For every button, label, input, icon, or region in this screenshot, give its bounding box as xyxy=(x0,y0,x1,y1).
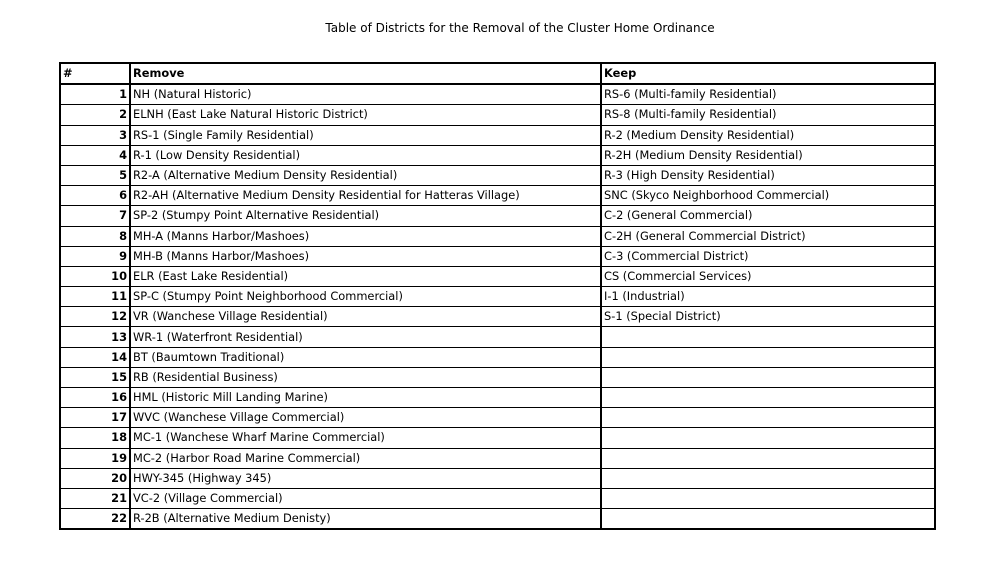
row-number: 6 xyxy=(60,186,130,206)
remove-district-cell: R2-A (Alternative Medium Density Residential) xyxy=(130,165,601,185)
row-number: 21 xyxy=(60,488,130,508)
remove-district-cell: HML (Historic Mill Landing Marine) xyxy=(130,388,601,408)
header-number: # xyxy=(60,63,130,84)
table-row xyxy=(60,388,935,408)
table-row xyxy=(60,105,935,125)
table-row xyxy=(60,165,935,185)
keep-district-cell xyxy=(601,468,935,488)
table-row xyxy=(60,206,935,226)
table-row xyxy=(60,186,935,206)
remove-district-cell: MC-2 (Harbor Road Marine Commercial) xyxy=(130,448,601,468)
remove-district-cell: SP-2 (Stumpy Point Alternative Residential) xyxy=(130,206,601,226)
row-number: 7 xyxy=(60,206,130,226)
districts-table xyxy=(59,62,936,530)
row-number: 15 xyxy=(60,367,130,387)
keep-district-cell: C-3 (Commercial District) xyxy=(601,246,935,266)
keep-district-cell xyxy=(601,367,935,387)
keep-district-cell: RS-8 (Multi-family Residential) xyxy=(601,105,935,125)
remove-district-cell: RB (Residential Business) xyxy=(130,367,601,387)
row-number: 20 xyxy=(60,468,130,488)
remove-district-cell: SP-C (Stumpy Point Neighborhood Commercial) xyxy=(130,287,601,307)
keep-district-cell xyxy=(601,509,935,530)
remove-district-cell: MH-B (Manns Harbor/Mashoes) xyxy=(130,246,601,266)
document-title: Table of Districts for the Removal of the Cluster Home Ordinance xyxy=(325,21,715,35)
remove-district-cell: R-2B (Alternative Medium Denisty) xyxy=(130,509,601,530)
row-number: 9 xyxy=(60,246,130,266)
keep-district-cell xyxy=(601,428,935,448)
remove-district-cell: WR-1 (Waterfront Residential) xyxy=(130,327,601,347)
remove-district-cell: MH-A (Manns Harbor/Mashoes) xyxy=(130,226,601,246)
remove-district-cell: MC-1 (Wanchese Wharf Marine Commercial) xyxy=(130,428,601,448)
remove-district-cell: HWY-345 (Highway 345) xyxy=(130,468,601,488)
remove-district-cell: R2-AH (Alternative Medium Density Residential for Hatteras Village) xyxy=(130,186,601,206)
row-number: 1 xyxy=(60,84,130,105)
table-row xyxy=(60,488,935,508)
row-number: 2 xyxy=(60,105,130,125)
keep-district-cell: RS-6 (Multi-family Residential) xyxy=(601,84,935,105)
row-number: 14 xyxy=(60,347,130,367)
row-number: 11 xyxy=(60,287,130,307)
table-row xyxy=(60,347,935,367)
keep-district-cell: I-1 (Industrial) xyxy=(601,287,935,307)
table-row xyxy=(60,266,935,286)
remove-district-cell: NH (Natural Historic) xyxy=(130,84,601,105)
table-row xyxy=(60,448,935,468)
keep-district-cell xyxy=(601,448,935,468)
keep-district-cell xyxy=(601,347,935,367)
keep-district-cell xyxy=(601,327,935,347)
row-number: 16 xyxy=(60,388,130,408)
table-row xyxy=(60,428,935,448)
row-number: 17 xyxy=(60,408,130,428)
remove-district-cell: R-1 (Low Density Residential) xyxy=(130,145,601,165)
keep-district-cell: R-2 (Medium Density Residential) xyxy=(601,125,935,145)
table-row xyxy=(60,509,935,530)
keep-district-cell: SNC (Skyco Neighborhood Commercial) xyxy=(601,186,935,206)
header-remove: Remove xyxy=(130,63,601,84)
row-number: 8 xyxy=(60,226,130,246)
remove-district-cell: VR (Wanchese Village Residential) xyxy=(130,307,601,327)
keep-district-cell xyxy=(601,408,935,428)
table-row xyxy=(60,84,935,105)
keep-district-cell: CS (Commercial Services) xyxy=(601,266,935,286)
row-number: 13 xyxy=(60,327,130,347)
table-row xyxy=(60,226,935,246)
remove-district-cell: ELR (East Lake Residential) xyxy=(130,266,601,286)
row-number: 4 xyxy=(60,145,130,165)
table-row xyxy=(60,408,935,428)
remove-district-cell: RS-1 (Single Family Residential) xyxy=(130,125,601,145)
keep-district-cell xyxy=(601,488,935,508)
remove-district-cell: ELNH (East Lake Natural Historic District) xyxy=(130,105,601,125)
table-body xyxy=(60,84,935,529)
keep-district-cell: R-2H (Medium Density Residential) xyxy=(601,145,935,165)
row-number: 5 xyxy=(60,165,130,185)
row-number: 18 xyxy=(60,428,130,448)
row-number: 10 xyxy=(60,266,130,286)
row-number: 3 xyxy=(60,125,130,145)
table-row xyxy=(60,307,935,327)
row-number: 22 xyxy=(60,509,130,530)
remove-district-cell: WVC (Wanchese Village Commercial) xyxy=(130,408,601,428)
table-row xyxy=(60,468,935,488)
table-row xyxy=(60,327,935,347)
keep-district-cell xyxy=(601,388,935,408)
table-row xyxy=(60,287,935,307)
remove-district-cell: BT (Baumtown Traditional) xyxy=(130,347,601,367)
table-row xyxy=(60,246,935,266)
header-keep: Keep xyxy=(601,63,935,84)
keep-district-cell: S-1 (Special District) xyxy=(601,307,935,327)
keep-district-cell: R-3 (High Density Residential) xyxy=(601,165,935,185)
remove-district-cell: VC-2 (Village Commercial) xyxy=(130,488,601,508)
table-row xyxy=(60,125,935,145)
row-number: 12 xyxy=(60,307,130,327)
keep-district-cell: C-2 (General Commercial) xyxy=(601,206,935,226)
row-number: 19 xyxy=(60,448,130,468)
table-row xyxy=(60,145,935,165)
table-row xyxy=(60,367,935,387)
keep-district-cell: C-2H (General Commercial District) xyxy=(601,226,935,246)
table-header-row xyxy=(60,63,935,84)
